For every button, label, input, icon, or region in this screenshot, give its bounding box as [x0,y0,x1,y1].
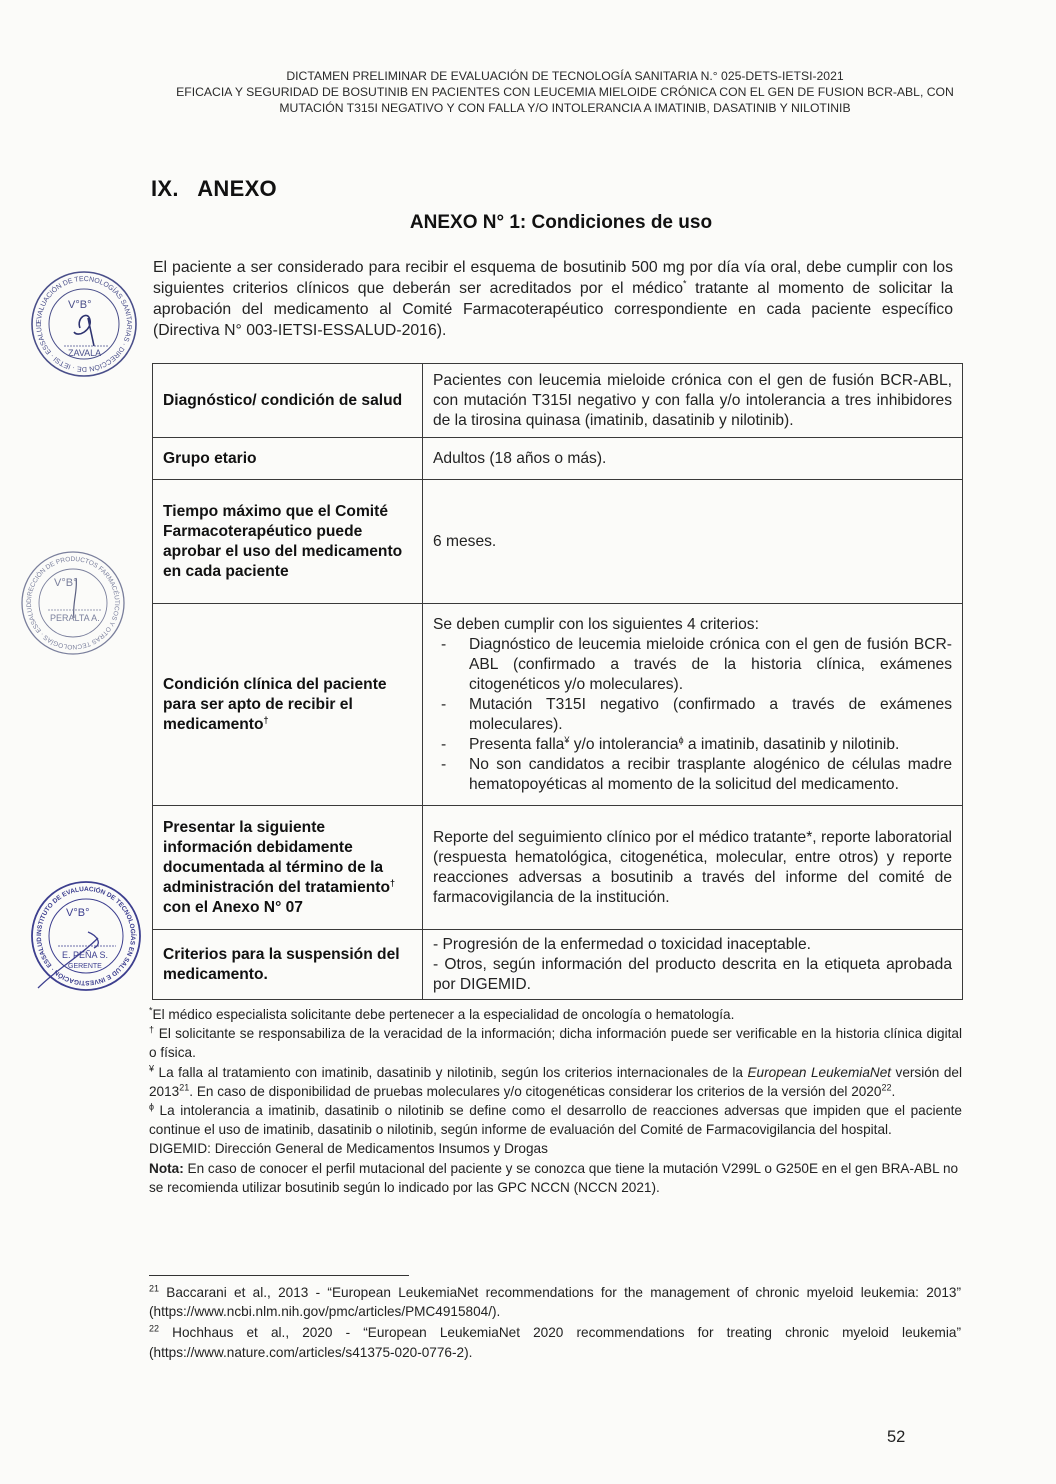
note-2: El solicitante se responsabiliza de la veracidad de la información; dicha información puede ser verificable en la historia clínica digital o física. [149,1026,962,1061]
table-row-diagnosis [153,364,963,438]
value-documentation: Reporte del seguimiento clínico por el médico tratante*, reporte laboratorial (respuesta hematológica, citogenética, molecular, entre otros) y reporte reacciones adversas a bosutinib a través del informe del comité de farmacovigilancia de la institución. [423,806,963,930]
approval-stamp-peralta [18,548,128,658]
note-3-text-a: La falla al tratamiento con imatinib, dasatinib y nilotinib, según los criterios internacionales de la [158,1064,748,1080]
table-row-suspension [153,930,963,1000]
stamp-pena-role: GERENTE [68,963,102,970]
note-4: La intolerancia a imatinib, dasatinib o nilotinib se define como el desarrollo de reacciones adversas que impiden que el paciente continue el uso de imatinib, dasatinib o nilotinib, según informe de evaluación del Comité de Farmacovigilancia del hospital. [149,1103,962,1138]
note-1-mark: * [149,1005,153,1016]
value-diagnosis: Pacientes con leucemia mieloide crónica con el gen de fusión BCR-ABL, con mutación T315I negativo y con falla y/o intolerancia a tres inhibidores de la tirosina quinasa (imatinib, dasatinib y nilotinib). [423,364,963,438]
value-clinical-condition [423,604,963,806]
value-age: Adultos (18 años o más). [423,438,963,480]
criterion-3 [433,735,952,755]
stamp-pena-graphic [28,878,144,994]
footnote-21: Baccarani et al., 2013 - “European LeukemiaNet recommendations for the management of chronic myeloid leukemia: 2013” (https://www.ncbi.nlm.nih.gov/pmc/articles/PMC4915804/). [149,1285,961,1320]
note-3-mark: ¥ [149,1063,155,1074]
label-clinical-condition-text: Condición clínica del paciente para ser apto de recibir el medicamento [163,675,387,733]
label-suspension: Criterios para la suspensión del medicamento. [153,930,423,1000]
criterion-3-text-b: y/o intolerancia [569,735,679,753]
note-3-ref-22: 22 [881,1082,892,1093]
digemid-definition: DIGEMID: Dirección General de Medicamentos Insumos y Drogas [149,1141,548,1157]
label-diagnosis: Diagnóstico/ condición de salud [153,364,423,438]
label-age: Grupo etario [153,438,423,480]
note-3-italic: European LeukemiaNet [747,1064,892,1080]
intro-paragraph [153,257,953,341]
criteria-intro: Se deben cumplir con los siguientes 4 criterios: [433,615,759,633]
footnote-divider [149,1275,409,1276]
note-3-text-b: versión del 2013 [149,1064,963,1099]
failure-mark: ¥ [564,734,570,745]
nota-text: En caso de conocer el perfil mutacional del paciente y se conozca que tiene la mutación V299L o G250E en el gen BRA-ABL no se recomienda utilizar bosutinib según lo indicado por las GPC NCCN (NCCN 2021). [149,1160,959,1195]
document-header [150,68,980,116]
stamp-pena-name: E. PEÑA S. [62,950,109,960]
table-notes [149,1005,962,1197]
header-line-2: EFICACIA Y SEGURIDAD DE BOSUTINIB EN PACIENTES CON LEUCEMIA MIELOIDE CRÓNICA CON EL GEN DE FUSION BCR-ABL, CON [176,85,954,99]
section-title: IX. ANEXO [151,176,277,201]
intro-text-1: El paciente a ser considerado para recibir el esquema de bosutinib 500 mg por día vía oral, debe cumplir con los siguientes criterios clínicos que deberán ser acreditados por el médico [153,259,953,297]
criteria-list [433,635,952,795]
stamp-zavala-name: ZAVALA [68,348,102,358]
footnote-22-number: 22 [149,1323,160,1334]
criterion-2: - Mutación T315I negativo (confirmado a través de exámenes moleculares). [433,695,952,735]
stamp-zavala-vb: V°B° [68,299,92,311]
header-line-3: MUTACIÓN T315I NEGATIVO Y CON FALLA Y/O INTOLERANCIA A IMATINIB, DASATINIB Y NILOTINIB [279,101,851,115]
criterion-1: - Diagnóstico de leucemia mieloide crónica con el gen de fusión BCR-ABL (confirmado a través de la historia clínica, exámenes citogenéticos y/o moleculares). [433,635,952,695]
note-1: El médico especialista solicitante debe pertenecer a la especialidad de oncología o hematología. [152,1007,735,1022]
stamp-zavala-graphic [28,268,140,380]
conditions-table [152,363,963,1000]
suspension-criterion-1: - Progresión de la enfermedad o toxicidad inaceptable. [433,935,811,953]
label-documentation-text-b: con el Anexo N° 07 [163,898,303,916]
stamp-pena-vb: V°B° [66,907,90,919]
note-3-ref-21: 21 [179,1082,190,1093]
label-clinical-condition-mark: † [263,714,269,725]
stamp-pena-ring-text: INSTITUTO DE EVALUACIÓN DE TECNOLOGÍAS EN SALUD E INVESTIGACIÓN · ESSALUD [35,885,137,987]
stamp-peralta-name: PERALTA A. [50,613,100,623]
label-documentation [153,806,423,930]
footnote-22: Hochhaus et al., 2020 - “European LeukemiaNet 2020 recommendations for treating chronic myeloid leukemia” (https://www.nature.com/articles/s41375-020-0776-2). [149,1325,961,1360]
label-documentation-mark: † [390,877,396,888]
suspension-criterion-2: - Otros, según información del producto descrita en la etiqueta aprobada por DIGEMID. [433,955,952,993]
table-row-clinical-condition [153,604,963,806]
header-line-1: DICTAMEN PRELIMINAR DE EVALUACIÓN DE TECNOLOGÍA SANITARIA N.° 025-DETS-IETSI-2021 [286,69,844,83]
label-clinical-condition [153,604,423,806]
criterion-4: - No son candidatos a recibir trasplante alogénico de células madre hematopoyéticas al momento de la solicitud del medicamento. [433,755,952,795]
intolerance-mark: ɸ [678,734,684,745]
svg-text:EVALUACIÓN DE TECNOLOGÍAS SANI [36,276,132,373]
criterion-3-text-a: Presenta falla [469,735,565,753]
nota-label: Nota: [149,1160,184,1176]
footnotes [149,1283,961,1364]
stamp-peralta-vb: V°B° [54,577,78,589]
note-4-mark: ɸ [149,1101,154,1112]
annex-title: ANEXO N° 1: Condiciones de uso [409,212,713,233]
stamp-peralta-graphic [18,548,128,658]
criterion-3-text-c: a imatinib, dasatinib y nilotinib. [683,735,900,753]
intro-mark: * [683,278,687,289]
approval-stamp-pena [28,878,144,994]
value-suspension [423,930,963,1000]
approval-stamp-zavala [28,268,140,380]
table-row-documentation [153,806,963,930]
table-row-age [153,438,963,480]
stamp-peralta-ring-text: DIRECCIÓN DE PRODUCTOS FARMACÉUTICOS Y OTRAS TECNOLOGÍAS · ESSALUD [25,555,121,651]
page-number: 52 [887,1428,906,1446]
table-row-max-time [153,480,963,604]
note-2-mark: † [149,1024,155,1035]
label-max-time: Tiempo máximo que el Comité Farmacoterapéutico puede aprobar el uso del medicamento en cada paciente [153,480,423,604]
footnote-21-number: 21 [149,1283,160,1294]
note-3-text-c: . En caso de disponibilidad de pruebas moleculares y/o citogenéticas considerar los criterios de la versión del 2020 [189,1083,882,1099]
label-documentation-text-a: Presentar la siguiente información debidamente documentada al término de la administración del tratamiento [163,818,391,896]
value-max-time: 6 meses. [423,480,963,604]
note-3-text-d: . [891,1083,896,1099]
stamp-zavala-ring-text: EVALUACIÓN DE TECNOLOGÍAS SANITARIAS · DIRECCIÓN DE · IETSI · ESSALUD [35,275,133,373]
intro-text-2: tratante al momento de solicitar la aprobación del medicamento al Comité Farmacoterapéutico correspondiente en cada paciente específico (Directiva N° 003-IETSI-ESSALUD-2016). [153,280,953,339]
